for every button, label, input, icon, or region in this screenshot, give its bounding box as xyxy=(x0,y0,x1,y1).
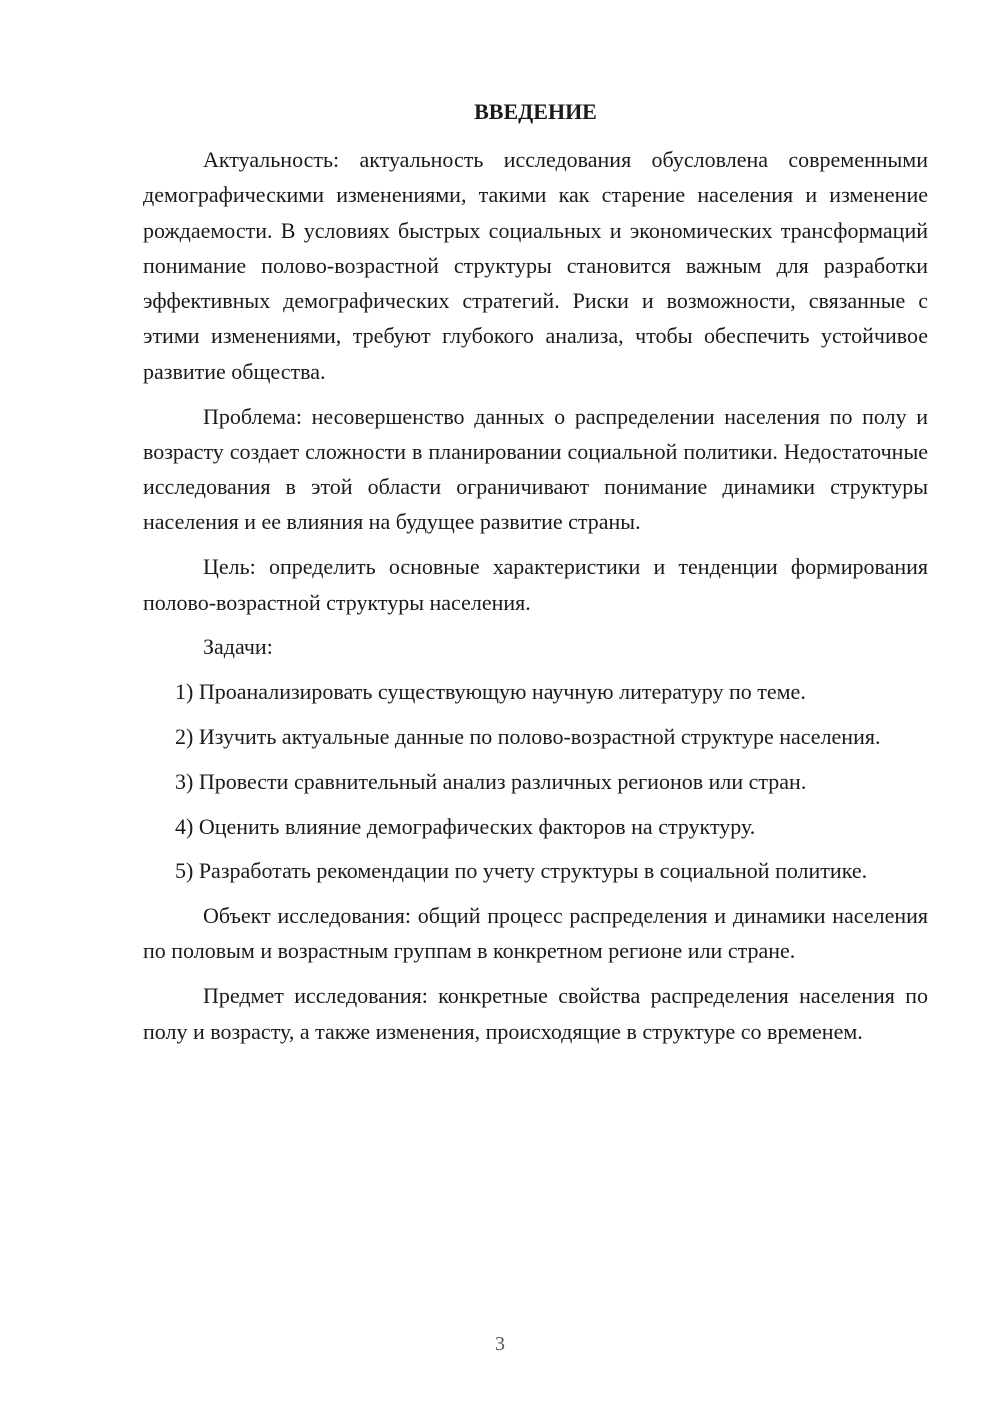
task-item-1: 1) Проанализировать существующую научную литературу по теме. xyxy=(175,679,806,705)
page-number: 3 xyxy=(495,1333,505,1355)
task-item-3: 3) Провести сравнительный анализ различных регионов или стран. xyxy=(175,768,807,794)
task-item-4: 4) Оценить влияние демографических факторов на структуру. xyxy=(175,813,756,839)
paragraph-problem: Проблема: несовершенство данных о распределении населения по полу и возрасту создает сложности в планировании социальной политики. Недостаточные исследования в этой области ограничивают понимание динамики структуры населения и ее влияния на будущее развитие страны. xyxy=(143,403,928,535)
document-body xyxy=(143,142,928,1058)
task-item-2: 2) Изучить актуальные данные по полово-возрастной структуре населения. xyxy=(175,723,881,749)
paragraph-relevance: Актуальность: актуальность исследования обусловлена современными демографическими изменениями, такими как старение населения и изменение рождаемости. В условиях быстрых социальных и экономических трансформаций понимание полово-возрастной структуры становится важным для разработки эффективных демографических стратегий. Риски и возможности, связанные с этими изменениями, требуют глубокого анализа, чтобы обеспечить устойчивое развитие общества. xyxy=(143,147,928,384)
paragraph-goal: Цель: определить основные характеристики и тенденции формирования полово-возрастной структуры населения. xyxy=(143,554,928,615)
paragraph-tasks-heading: Задачи: xyxy=(203,634,273,660)
page-title: ВВЕДЕНИЕ xyxy=(474,99,597,124)
paragraph-object: Объект исследования: общий процесс распределения и динамики населения по половым и возрастным группам в конкретном регионе или стране. xyxy=(143,903,928,964)
task-item-5: 5) Разработать рекомендации по учету структуры в социальной политике. xyxy=(175,858,868,884)
paragraph-subject: Предмет исследования: конкретные свойства распределения населения по полу и возрасту, а также изменения, происходящие в структуре со временем. xyxy=(143,983,928,1044)
